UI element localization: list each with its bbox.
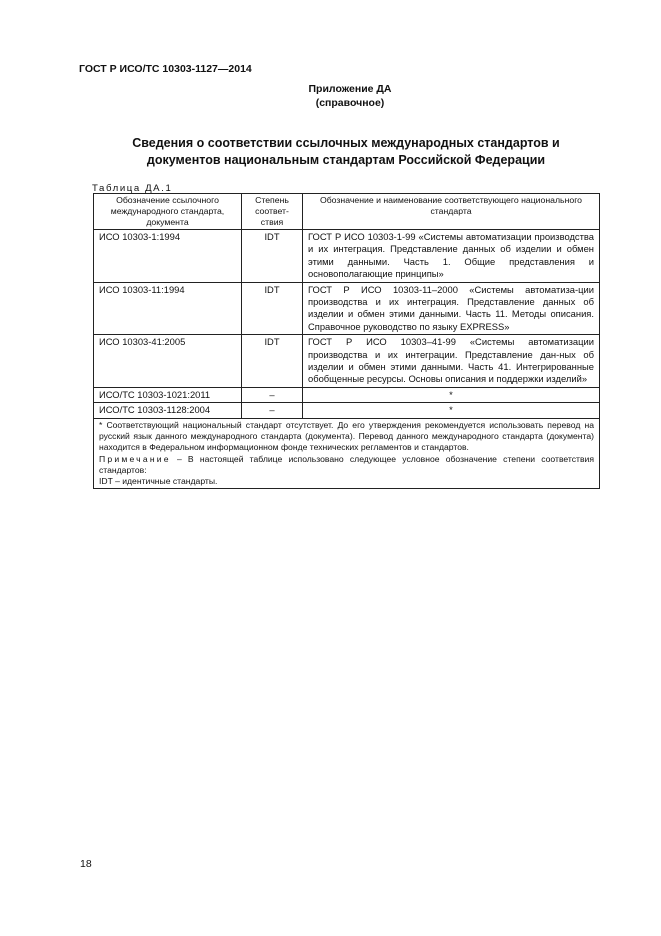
page-number: 18 — [80, 858, 92, 870]
section-title-line-2: документов национальным стандартам Российской Федерации — [146, 153, 546, 167]
reference-cell: ИСО 10303-41:2005 — [94, 335, 242, 388]
reference-cell: ИСО 10303-1:1994 — [94, 230, 242, 283]
national-standard-cell: * — [303, 403, 600, 418]
table-row — [94, 282, 600, 335]
appendix-subtitle: (справочное) — [315, 97, 385, 109]
footnote-text: * Соответствующий национальный стандарт отсутствует. До его утверждения рекомендуется использовать перевод на русский язык данного международного стандарта (документа). Перевод данного международного стандарта (документа) находится в Федеральном информационном фонде технических регламентов и стандартов. — [99, 419, 594, 453]
degree-cell: IDT — [242, 335, 303, 388]
degree-cell: – — [242, 403, 303, 418]
national-standard-cell: ГОСТ Р ИСО 10303-11–2000 «Системы автоматиза-ции производства и их интеграция. Представление данных об изделии и обмен этими данными. Часть 11. Методы описания. Справочное руководство по языку EXPRESS» — [303, 282, 600, 335]
national-standard-cell: ГОСТ Р ИСО 10303–41-99 «Системы автоматизации производства и их интеграции. Представление дан-ных об изделии и обмен этими данными. Часть 41. Интегрированные обобщенные ресурсы. Основы описания и поддержки изделий» — [303, 335, 600, 388]
table-row — [94, 230, 600, 283]
table-label: Таблица ДА.1 — [92, 183, 173, 194]
table-header-row — [94, 194, 600, 230]
degree-cell: IDT — [242, 230, 303, 283]
section-title — [96, 135, 596, 169]
reference-cell: ИСО 10303-11:1994 — [94, 282, 242, 335]
degree-cell: IDT — [242, 282, 303, 335]
reference-cell: ИСО/ТС 10303-1128:2004 — [94, 403, 242, 418]
national-standard-cell: * — [303, 387, 600, 402]
appendix-title: Приложение ДА — [308, 83, 392, 95]
table-row — [94, 387, 600, 402]
note-text: – В настоящей таблице использовано следующее условное обозначение степени соответствия стандартов: — [99, 453, 594, 475]
section-title-line-1: Сведения о соответствии ссылочных международных стандартов и — [132, 136, 560, 150]
degree-cell: – — [242, 387, 303, 402]
table-notes-row — [94, 418, 600, 489]
reference-cell: ИСО/ТС 10303-1021:2011 — [94, 387, 242, 402]
document-code-header: ГОСТ Р ИСО/ТС 10303-1127—2014 — [79, 63, 252, 75]
table-row — [94, 403, 600, 418]
header-reference-standard: Обозначение ссылочного международного стандарта, документа — [94, 194, 242, 230]
appendix-heading — [290, 82, 410, 110]
standards-correspondence-table — [93, 193, 600, 489]
table-row — [94, 335, 600, 388]
national-standard-cell: ГОСТ Р ИСО 10303-1-99 «Системы автоматизации производства и их интеграция. Представление данных об изделии и обмен этими данными. Часть 1. Общие представления и основополагающие принципы» — [303, 230, 600, 283]
note-paragraph — [99, 454, 594, 477]
table-notes-cell — [94, 418, 600, 489]
header-degree: Степень соответ-ствия — [242, 194, 303, 230]
note-label: Примечание — [99, 453, 171, 464]
idt-definition: IDT – идентичные стандарты. — [99, 476, 218, 487]
header-national-standard: Обозначение и наименование соответствующего национального стандарта — [303, 194, 600, 230]
